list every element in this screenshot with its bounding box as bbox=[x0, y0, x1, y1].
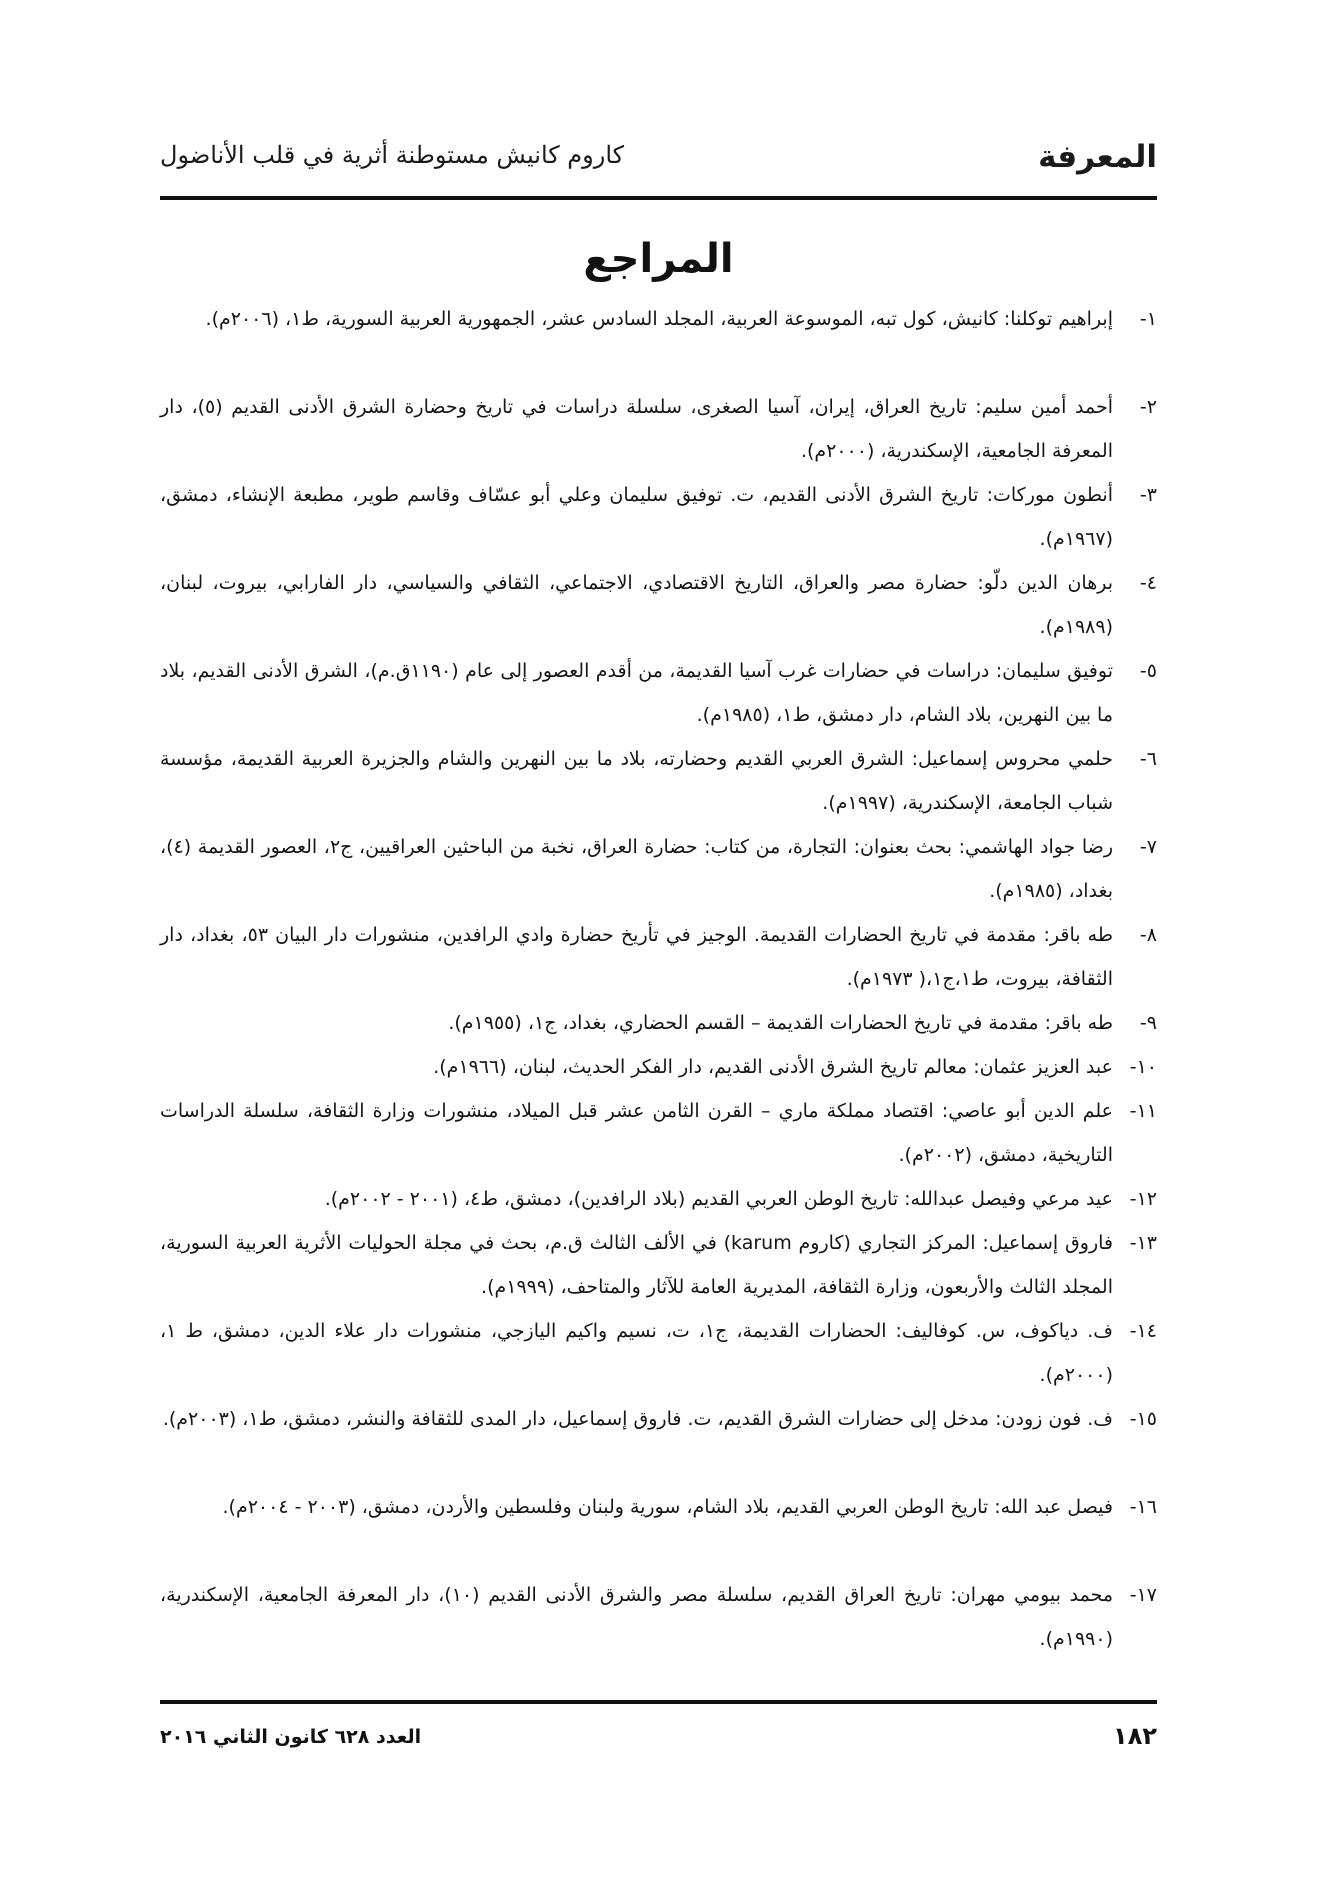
reference-number: ٩- bbox=[1139, 1012, 1157, 1034]
reference-item bbox=[160, 385, 1157, 473]
reference-item bbox=[160, 1397, 1157, 1485]
reference-text: برهان الدين دلّو: حضارة مصر والعراق، التاريخ الاقتصادي، الاجتماعي، الثقافي والسياسي، دار الفارابي، بيروت، لبنان، (١٩٨٩م). bbox=[160, 572, 1113, 638]
reference-number: ١٦- bbox=[1129, 1496, 1157, 1518]
reference-text: رضا جواد الهاشمي: بحث بعنوان: التجارة، من كتاب: حضارة العراق، نخبة من الباحثين العراقيين، ج٢، العصور القديمة (٤)، بغداد، (١٩٨٥م). bbox=[160, 836, 1113, 902]
reference-text: أنطون موركات: تاريخ الشرق الأدنى القديم، ت. توفيق سليمان وعلي أبو عسّاف وقاسم طوير، مطبعة الإنشاء، دمشق، (١٩٦٧م). bbox=[160, 484, 1113, 550]
header-divider bbox=[160, 196, 1157, 200]
reference-number: ٥- bbox=[1139, 660, 1157, 682]
reference-item bbox=[160, 1573, 1157, 1661]
page-header bbox=[160, 135, 1157, 185]
reference-item bbox=[160, 1001, 1157, 1045]
reference-text: ف. فون زودن: مدخل إلى حضارات الشرق القديم، ت. فاروق إسماعيل، دار المدى للثقافة والنشر، دمشق، ط١، (٢٠٠٣م). bbox=[162, 1408, 1113, 1430]
reference-number: ٢- bbox=[1139, 396, 1157, 418]
page-title: المراجع bbox=[583, 236, 734, 282]
reference-number: ٨- bbox=[1139, 924, 1157, 946]
reference-text: طه باقر: مقدمة في تاريخ الحضارات القديمة. الوجيز في تأريخ حضارة وادي الرافدين، منشورات دار البيان ٥٣، بغداد، دار الثقافة، بيروت، ط١،ج١،( ١٩٧٣م). bbox=[160, 924, 1113, 990]
reference-item bbox=[160, 825, 1157, 913]
reference-text: فاروق إسماعيل: المركز التجاري (كاروم karum) في الألف الثالث ق.م، بحث في مجلة الحوليات الأثرية العربية السورية، المجلد الثالث والأربعون، وزارة الثقافة، المديرية العامة للآثار والمتاحف، (١٩٩٩م). bbox=[160, 1232, 1113, 1298]
reference-number: ١- bbox=[1139, 308, 1157, 330]
reference-item bbox=[160, 737, 1157, 825]
reference-number: ٧- bbox=[1139, 836, 1157, 858]
reference-text: إبراهيم توكلنا: كانيش، كول تبه، الموسوعة العربية، المجلد السادس عشر، الجمهورية العربية السورية، ط١، (٢٠٠٦م). bbox=[205, 308, 1113, 330]
reference-item bbox=[160, 561, 1157, 649]
issue-info: العدد ٦٢٨ كانون الثاني ٢٠١٦ bbox=[160, 1726, 422, 1748]
reference-item bbox=[160, 649, 1157, 737]
reference-item bbox=[160, 1485, 1157, 1573]
reference-text: توفيق سليمان: دراسات في حضارات غرب آسيا القديمة، من أقدم العصور إلى عام (١١٩٠ق.م)، الشرق الأدنى القديم، بلاد ما بين النهرين، بلاد الشام، دار دمشق، ط١، (١٩٨٥م). bbox=[160, 660, 1113, 726]
reference-item bbox=[160, 473, 1157, 561]
reference-number: ١٢- bbox=[1129, 1188, 1157, 1210]
reference-text: أحمد أمين سليم: تاريخ العراق، إيران، آسيا الصغرى، سلسلة دراسات في تاريخ وحضارة الشرق الأدنى القديم (٥)، دار المعرفة الجامعية، الإسكندرية، (٢٠٠٠م). bbox=[160, 396, 1113, 462]
reference-text: عبد العزيز عثمان: معالم تاريخ الشرق الأدنى القديم، دار الفكر الحديث، لبنان، (١٩٦٦م). bbox=[433, 1056, 1113, 1078]
page-number: ١٨٢ bbox=[1113, 1722, 1157, 1750]
reference-number: ٤- bbox=[1139, 572, 1157, 594]
reference-text: فيصل عبد الله: تاريخ الوطن العربي القديم، بلاد الشام، سورية ولبنان وفلسطين والأردن، دمشق، (٢٠٠٣ - ٢٠٠٤م). bbox=[222, 1496, 1113, 1518]
reference-number: ١٤- bbox=[1129, 1320, 1157, 1342]
reference-text: علم الدين أبو عاصي: اقتصاد مملكة ماري – القرن الثامن عشر قبل الميلاد، منشورات وزارة الثقافة، سلسلة الدراسات التاريخية، دمشق، (٢٠٠٢م). bbox=[160, 1100, 1113, 1166]
reference-item bbox=[160, 1309, 1157, 1397]
running-title: كاروم كانيش مستوطنة أثرية في قلب الأناضول bbox=[160, 141, 625, 169]
reference-item bbox=[160, 1221, 1157, 1309]
reference-text: طه باقر: مقدمة في تاريخ الحضارات القديمة – القسم الحضاري، بغداد، ج١، (١٩٥٥م). bbox=[448, 1012, 1113, 1034]
footer-divider bbox=[160, 1700, 1157, 1704]
reference-item bbox=[160, 297, 1157, 385]
magazine-logo: المعرفة bbox=[1038, 139, 1157, 175]
reference-item bbox=[160, 1045, 1157, 1089]
reference-item bbox=[160, 913, 1157, 1001]
reference-text: عيد مرعي وفيصل عبدالله: تاريخ الوطن العربي القديم (بلاد الرافدين)، دمشق، ط٤، (٢٠٠١ - ٢٠٠٢م). bbox=[324, 1188, 1113, 1210]
reference-item bbox=[160, 1089, 1157, 1177]
reference-item bbox=[160, 1177, 1157, 1221]
references-list bbox=[160, 297, 1157, 1661]
reference-number: ١١- bbox=[1129, 1100, 1157, 1122]
reference-number: ٣- bbox=[1139, 484, 1157, 506]
reference-number: ١٥- bbox=[1129, 1408, 1157, 1430]
reference-number: ١٧- bbox=[1129, 1584, 1157, 1606]
reference-text: محمد بيومي مهران: تاريخ العراق القديم، سلسلة مصر والشرق الأدنى القديم (١٠)، دار المعرفة الجامعية، الإسكندرية، (١٩٩٠م). bbox=[160, 1584, 1114, 1650]
reference-text: حلمي محروس إسماعيل: الشرق العربي القديم وحضارته، بلاد ما بين النهرين والشام والجزيرة العربية القديمة، مؤسسة شباب الجامعة، الإسكندرية، (١٩٩٧م). bbox=[160, 748, 1113, 814]
reference-number: ١٣- bbox=[1129, 1232, 1157, 1254]
reference-number: ١٠- bbox=[1129, 1056, 1157, 1078]
reference-text: ف. دياكوف، س. كوفاليف: الحضارات القديمة، ج١، ت، نسيم واكيم اليازجي، منشورات دار علاء الدين، دمشق، ط ١، (٢٠٠٠م). bbox=[160, 1320, 1113, 1386]
reference-number: ٦- bbox=[1139, 748, 1157, 770]
